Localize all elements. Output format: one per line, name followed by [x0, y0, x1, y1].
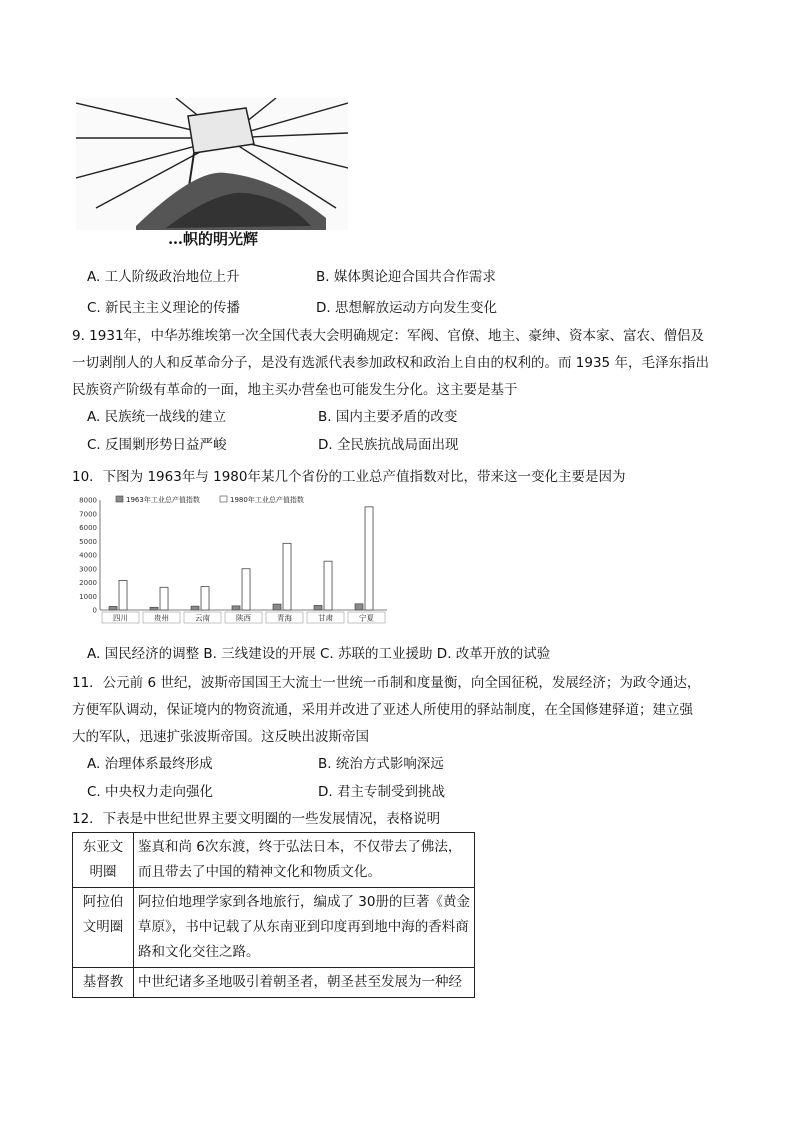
- bar-1963: [191, 606, 199, 610]
- q9-option-a: A. 民族统一战线的建立: [87, 409, 227, 425]
- y-tick-label: 6000: [79, 524, 97, 532]
- q11-option-c: C. 中央权力走向强化: [87, 784, 214, 800]
- q11-stem-line-1: 11．公元前 6 世纪，波斯帝国国王大流士一世统一币制和度量衡，向全国征税，发展经济；为政令通达，: [72, 675, 701, 691]
- y-tick-label: 7000: [79, 510, 97, 519]
- category-label: 四川: [113, 613, 128, 623]
- table-row: [73, 833, 475, 888]
- bar-1980: [283, 543, 291, 610]
- q12-stem: 12．下表是中世纪世界主要文明圈的一些发展情况，表格说明: [72, 811, 441, 827]
- bar-1963: [232, 606, 240, 610]
- bar-1980: [160, 587, 168, 610]
- legend-swatch-1963: [116, 496, 123, 502]
- bar-1980: [242, 569, 250, 610]
- category-label: 甘肃: [318, 613, 333, 623]
- y-tick-label: 5000: [79, 537, 97, 546]
- table-cell-head: 基督教: [73, 968, 134, 998]
- legend-label-1963: 1963年工业总产值指数: [126, 496, 200, 504]
- table-cell-head: 东亚文明圈: [73, 833, 134, 888]
- woodcut-picture: [76, 98, 348, 248]
- category-label: 青海: [277, 613, 292, 623]
- q9-option-d: D. 全民族抗战局面出现: [318, 437, 459, 453]
- category-label: 陕西: [236, 613, 251, 623]
- q9-stem-line-2: 一切剥削人的人和反革命分子，是没有选派代表参加政权和政治上自由的权利的。而 1935 年，毛泽东指出: [72, 355, 709, 371]
- q11-stem-line-3: 大的军队，迅速扩张波斯帝国。这反映出波斯帝国: [72, 729, 369, 745]
- q9-option-b: B. 国内主要矛盾的改变: [318, 409, 458, 425]
- q8-option-a: A. 工人阶级政治地位上升: [87, 269, 240, 285]
- q9-option-c: C. 反围剿形势日益严峻: [87, 437, 227, 453]
- bar-1980: [201, 587, 209, 610]
- y-tick-label: 4000: [79, 551, 97, 560]
- q11-option-b: B. 统治方式影响深远: [318, 756, 444, 772]
- q9-stem-line-1: 9. 1931年，中华苏维埃第一次全国代表大会明确规定：军阀、官僚、地主、豪绅、资本家、富农、僧侣及: [72, 328, 705, 344]
- y-tick-label: 2000: [79, 579, 97, 587]
- legend-swatch-1980: [220, 496, 227, 502]
- bar-1963: [109, 606, 117, 610]
- q11-option-d: D. 君主专制受到挑战: [318, 784, 445, 800]
- table-row: [73, 968, 475, 998]
- q11-stem-line-2: 方便军队调动，保证境内的物资流通，采用并改进了亚述人所使用的驿站制度，在全国修建驿道；建立强: [72, 702, 693, 718]
- bar-1980: [324, 561, 332, 610]
- table-cell-body: 阿拉伯地理学家到各地旅行，编成了 30册的巨著《黄金草原》，书中记载了从东南亚到印度再到地中海的香料商路和文化交往之路。: [134, 888, 475, 968]
- y-tick-label: 1000: [79, 592, 97, 601]
- bar-1963: [355, 604, 363, 610]
- y-tick-label: 8000: [79, 496, 97, 505]
- category-label: 云南: [195, 613, 210, 623]
- bar-1963: [150, 607, 158, 610]
- q9-stem-line-3: 民族资产阶级有革命的一面，地主买办营垒也可能发生分化。这主要是基于: [72, 382, 518, 398]
- civilization-table: [72, 832, 475, 998]
- woodcut-caption: …帜的明光辉: [168, 230, 259, 248]
- bar-1963: [314, 605, 322, 610]
- table-cell-head: 阿拉伯文明圈: [73, 888, 134, 968]
- legend-label-1980: 1980年工业总产值指数: [230, 496, 304, 504]
- table-cell-body: 中世纪诸多圣地吸引着朝圣者，朝圣甚至发展为一种经: [134, 968, 475, 998]
- q8-option-b: B. 媒体舆论迎合国共合作需求: [316, 269, 496, 285]
- bar-1980: [365, 507, 373, 610]
- q8-option-d: D. 思想解放运动方向发生变化: [316, 300, 497, 316]
- category-label: 贵州: [154, 613, 169, 623]
- industrial-output-chart: [72, 492, 394, 630]
- y-tick-label: 0: [92, 606, 97, 615]
- bar-1980: [119, 580, 127, 610]
- q8-option-c: C. 新民主主义理论的传播: [87, 300, 241, 316]
- category-label: 宁夏: [359, 613, 374, 623]
- q10-options: A. 国民经济的调整 B. 三线建设的开展 C. 苏联的工业援助 D. 改革开放的试验: [87, 646, 551, 662]
- bar-1963: [273, 604, 281, 610]
- table-row: [73, 888, 475, 968]
- y-tick-label: 3000: [79, 565, 97, 574]
- q10-stem: 10．下图为 1963年与 1980年某几个省份的工业总产值指数对比，带来这一变化主要是因为: [72, 469, 626, 485]
- q11-option-a: A. 治理体系最终形成: [87, 756, 213, 772]
- woodcut-illustration: [76, 98, 348, 248]
- table-cell-body: 鉴真和尚 6次东渡，终于弘法日本，不仅带去了佛法，而且带去了中国的精神文化和物质文化。: [134, 833, 475, 888]
